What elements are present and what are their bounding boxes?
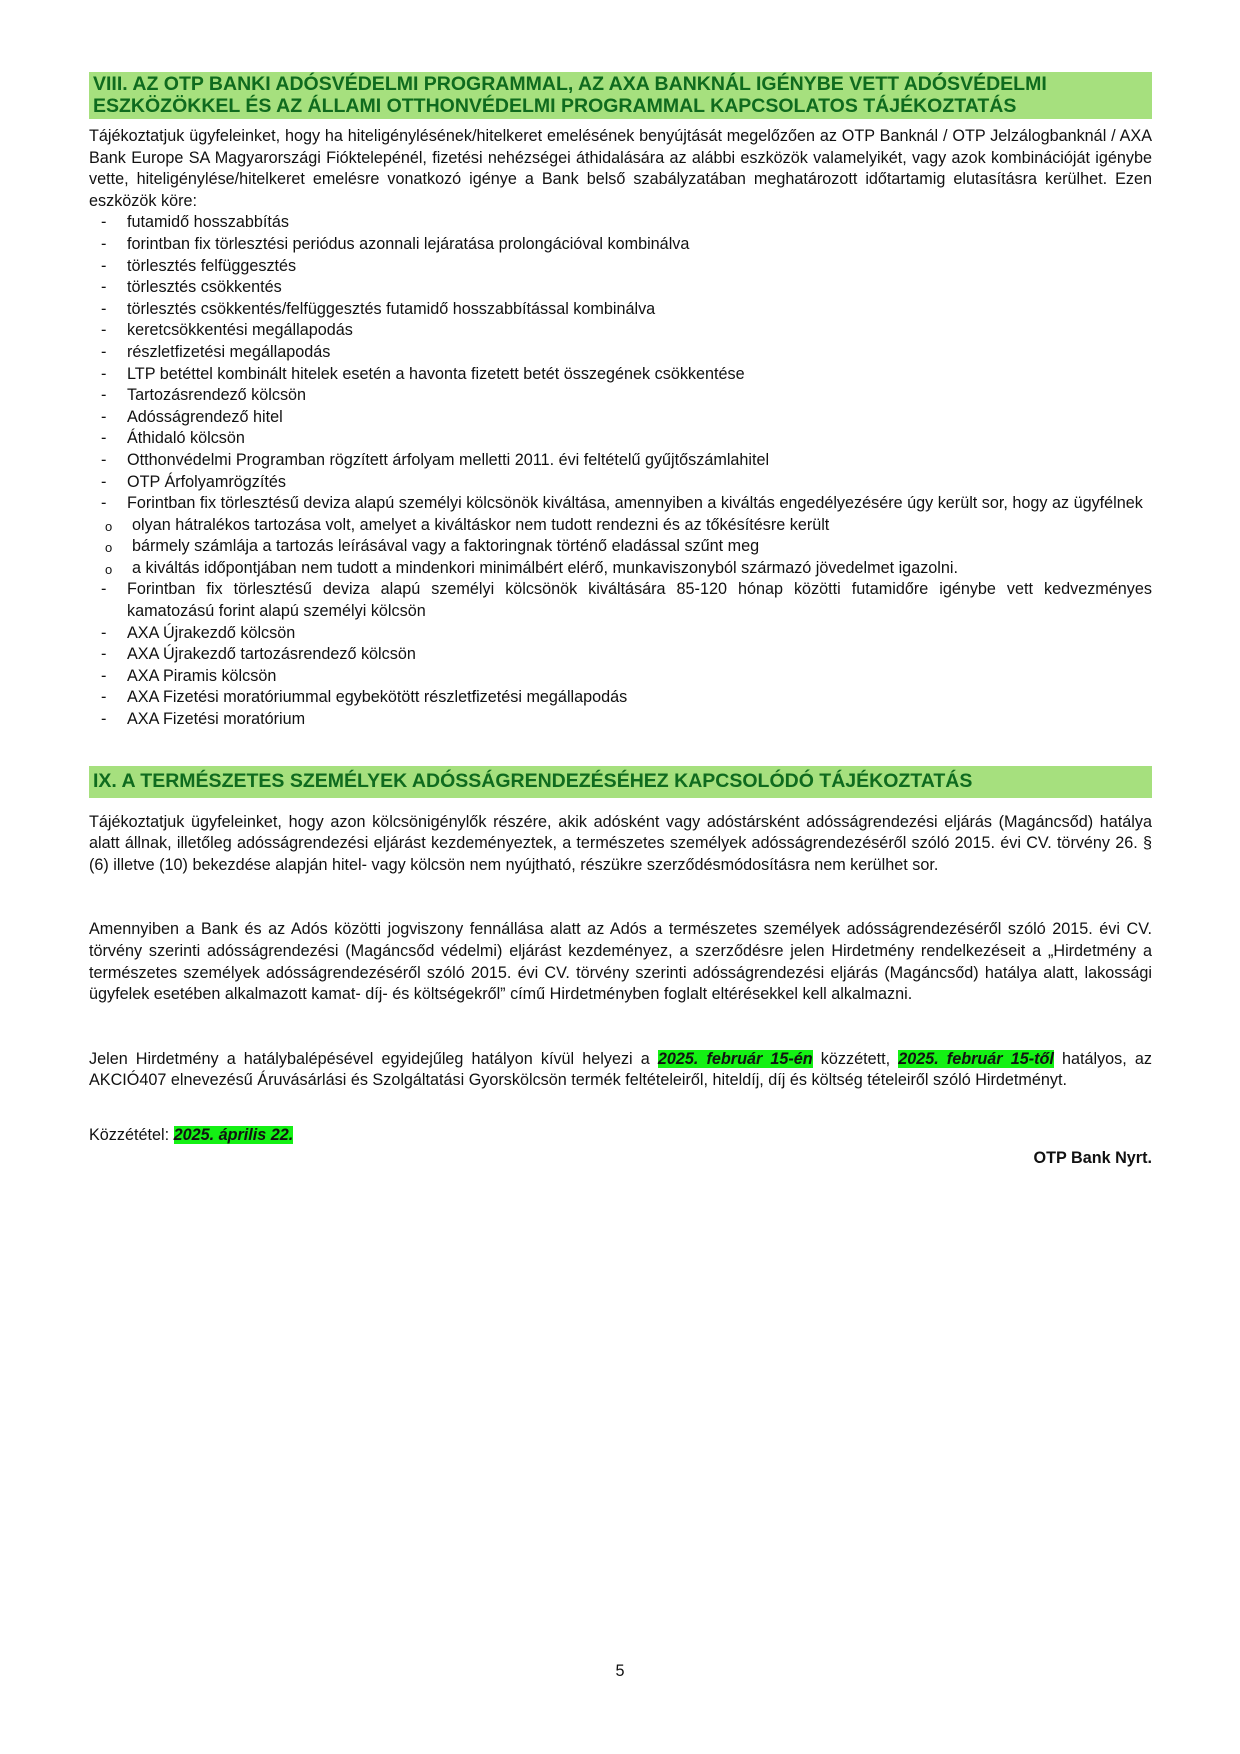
signature: OTP Bank Nyrt. [1033, 1148, 1152, 1167]
publication-label: Közzététel: [89, 1125, 174, 1144]
list-item: - keretcsökkentési megállapodás [89, 320, 1152, 342]
closing-text: közzétett, [812, 1049, 899, 1068]
closing-text: Jelen Hirdetmény a hatálybalépésével egyidejűleg hatályon kívül helyezi a [89, 1049, 658, 1068]
list-item: - AXA Újrakezdő kölcsön [89, 623, 1152, 645]
sub-list [89, 515, 1152, 580]
section-ix-paragraph-1: Tájékoztatjuk ügyfeleinket, hogy azon kölcsönigénylők részére, akik adósként vagy adóstársként adósságrendezési eljárás (Magáncsőd) hatálya alatt állnak, illetőleg adósságrendezési eljárást kezdeményeztek, a természetes személyek adósságrendezéséről szóló 2015. évi CV. törvény 26. § (6) illetve (10) bekezdése alapján hitel- vagy kölcsön nem nyújtható, részükre szerződésmódosításra nem kerülhet sor. [89, 812, 1152, 874]
effective-date-highlight: 2025. február 15-től [898, 1049, 1054, 1068]
section-viii-intro: Tájékoztatjuk ügyfeleinket, hogy ha hiteligénylésének/hitelkeret emelésének benyújtását megelőzően az OTP Banknál / OTP Jelzálogbanknál / AXA Bank Europe SA Magyarországi Fióktelepénél, fizetési nehézségei áthidalására az alábbi eszközök valamelyikét, vagy azok kombinációját igénybe vette, hiteligénylése/hitelkeret emelésre vonatkozó igénye a Bank belső szabályzatában meghatározott időtartamig elutasításra kerülhet. Ezen eszközök köre: [89, 127, 1152, 210]
list-item: - AXA Fizetési moratóriummal egybekötött részletfizetési megállapodás [89, 687, 1152, 709]
list-item: - törlesztés csökkentés [89, 277, 1152, 299]
sub-list-item: o olyan hátralékos tartozása volt, amelyet a kiváltáskor nem tudott rendezni és az tőkésítésre került [89, 515, 1152, 537]
list-item: - AXA Fizetési moratórium [89, 709, 1152, 731]
list-item: - OTP Árfolyamrögzítés [89, 472, 1152, 494]
list-item: - Forintban fix törlesztésű deviza alapú személyi kölcsönök kiváltására 85-120 hónap közötti futamidőre igénybe vett kedvezményes kamatozású forint alapú személyi kölcsön [89, 579, 1152, 622]
sub-list-item: o a kiváltás időpontjában nem tudott a mindenkori minimálbért elérő, munkaviszonyból származó jövedelmet igazolni. [89, 558, 1152, 580]
list-item: - törlesztés csökkentés/felfüggesztés futamidő hosszabbítással kombinálva [89, 299, 1152, 321]
list-item: - Otthonvédelmi Programban rögzített árfolyam melletti 2011. évi feltételű gyűjtőszámlahitel [89, 450, 1152, 472]
section-ix-paragraph-2: Amennyiben a Bank és az Adós közötti jogviszony fennállása alatt az Adós a természetes személyek adósságrendezéséről szóló 2015. évi CV. törvény szerinti adósságrendezési (Magáncsőd védelmi) eljárást kezdeményez, a szerződésre jelen Hirdetmény rendelkezéseit a „Hirdetmény a természetes személyek adósságrendezéséről szóló 2015. évi CV. törvény szerinti adósságrendezési eljárás (Magáncsőd) hatálya alatt, lakossági ügyfelek esetében alkalmazott kamat- díj- és költségekről” című Hirdetményben foglalt eltérésekkel kell alkalmazni. [89, 920, 1152, 1004]
list-item-text: Forintban fix törlesztésű deviza alapú személyi kölcsönök kiváltása, amennyiben a kiváltás engedélyezésére úgy került sor, hogy az ügyfélnek [127, 494, 1143, 513]
list-item: - AXA Újrakezdő tartozásrendező kölcsön [89, 644, 1152, 666]
document-page [89, 0, 1152, 1168]
section-viii-title: VIII. AZ OTP BANKI ADÓSVÉDELMI PROGRAMMAL, AZ AXA BANKNÁL IGÉNYBE VETT ADÓSVÉDELMI ESZKÖZÖKKEL ÉS AZ ÁLLAMI OTTHONVÉDELMI PROGRAMMAL KAPCSOLATOS TÁJÉKOZTATÁS [89, 72, 1152, 119]
publication-date-highlight: 2025. április 22. [173, 1125, 294, 1144]
list-item-with-subitems [89, 493, 1152, 579]
section-ix-title: IX. A TERMÉSZETES SZEMÉLYEK ADÓSSÁGRENDEZÉSÉHEZ KAPCSOLÓDÓ TÁJÉKOZTATÁS [89, 766, 1152, 798]
closing-paragraph [89, 1049, 1152, 1092]
list-item: - Tartozásrendező kölcsön [89, 385, 1152, 407]
sub-list-item: o bármely számlája a tartozás leírásával vagy a faktoringnak történő eladással szűnt meg [89, 536, 1152, 558]
list-item: - LTP betéttel kombinált hitelek esetén a havonta fizetett betét összegének csökkentése [89, 364, 1152, 386]
list-item: - forintban fix törlesztési periódus azonnali lejáratása prolongációval kombinálva [89, 234, 1152, 256]
list-item: - AXA Piramis kölcsön [89, 666, 1152, 688]
publication-line [89, 1125, 1152, 1147]
list-item: - Áthidaló kölcsön [89, 428, 1152, 450]
debt-protection-tools-list [89, 212, 1152, 730]
list-item: - törlesztés felfüggesztés [89, 256, 1152, 278]
closing-text: hatályos, az AKCIÓ407 elnevezésű Áruvásárlási és Szolgáltatási Gyorskölcsön termék feltételeiről, hiteldíj, díj és költség tételeiről szóló Hirdetményt. [89, 1049, 1152, 1090]
list-item: - részletfizetési megállapodás [89, 342, 1152, 364]
published-date-highlight: 2025. február 15-én [657, 1049, 813, 1068]
list-item: - Adósságrendező hitel [89, 407, 1152, 429]
page-number: 5 [615, 1662, 625, 1680]
list-item: - futamidő hosszabbítás [89, 212, 1152, 234]
